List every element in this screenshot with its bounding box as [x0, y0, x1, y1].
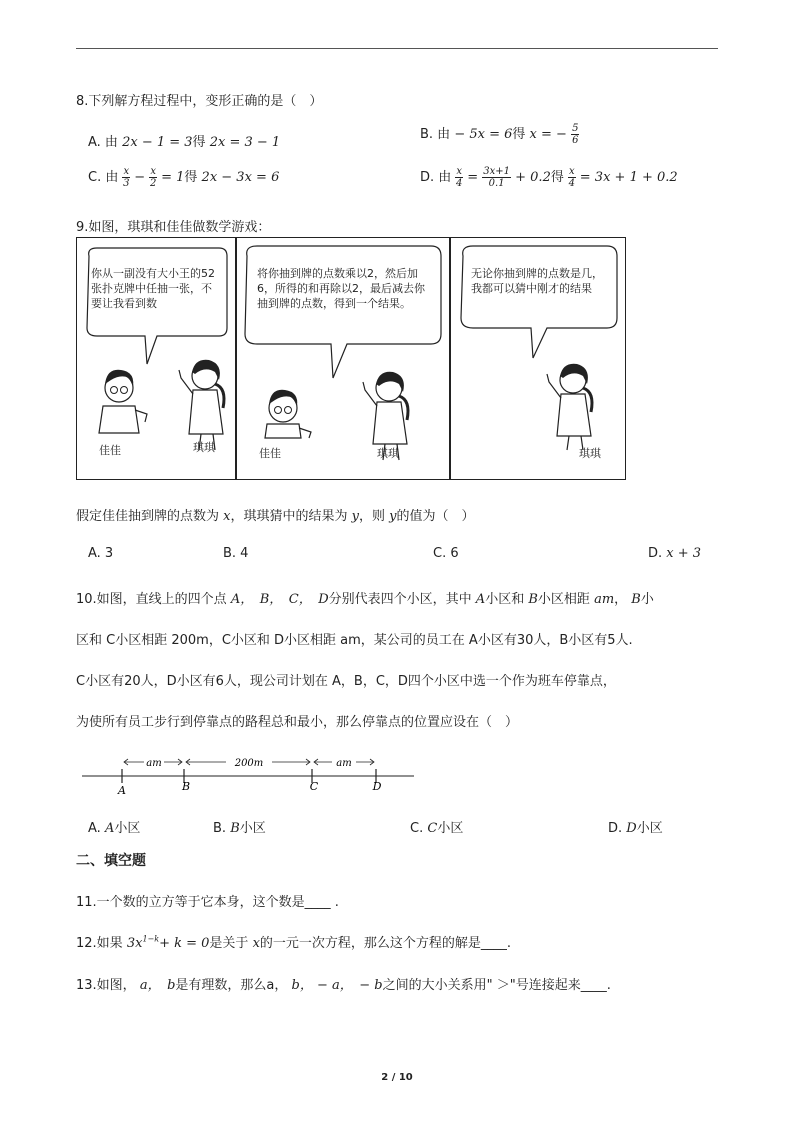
q8-b-label: B. 由 — [420, 127, 451, 142]
comic-panel-3 — [450, 237, 626, 480]
segment-cd-label: am — [336, 758, 352, 769]
q12-x: x — [252, 936, 260, 951]
q12-math: 3x — [126, 936, 143, 951]
q10-opt-c-point: C — [427, 821, 438, 836]
q12-exponent: 1−k — [142, 934, 160, 944]
q10-opt-b-label: B. — [213, 821, 227, 836]
label-jiajia-2: 佳佳 — [259, 447, 281, 460]
q10-line1-comma: ， — [614, 592, 628, 607]
q8-d-eq1: = — [467, 170, 479, 185]
comic-panel-2 — [236, 237, 450, 480]
q8-d-frac1-num: x — [456, 166, 463, 177]
q10-line1-am: am — [594, 592, 615, 607]
question-12 — [76, 932, 511, 951]
q8-d-frac2-num: 3x+1 — [483, 166, 510, 177]
q8-a-math1: 2x − 1 = 3 — [122, 135, 193, 150]
q10-option-b — [213, 817, 266, 836]
q10-line-1 — [76, 588, 654, 607]
q12-pre: 12.如果 — [76, 936, 123, 951]
q10-option-c — [410, 817, 463, 836]
segment-bc-label: 200m — [234, 758, 264, 769]
q8-option-b — [420, 123, 579, 146]
q13-post: 之间的大小关系用" ＞"号连接起来____. — [382, 978, 611, 993]
question-9-stem: 9.如图，琪琪和佳佳做数学游戏： — [76, 220, 271, 235]
comic-strip — [76, 237, 626, 480]
label-qiqi-1: 琪琪 — [193, 441, 215, 454]
q8-d-fraction1 — [455, 166, 463, 189]
q8-c-fraction2 — [149, 166, 157, 189]
page-number: 2 / 10 — [381, 1072, 413, 1083]
q9-option-a: A. 3 — [88, 546, 114, 561]
q8-c-label: C. 由 — [88, 170, 119, 185]
q10-opt-a-label: A. — [88, 821, 101, 836]
q10-opt-c-label: C. — [410, 821, 424, 836]
q8-c-frac2-num: x — [150, 166, 156, 177]
q8-c-frac1-num: x — [123, 166, 130, 177]
q10-line-2: 区和 C小区相距 200m，C小区和 D小区相距 am，某公司的员工在 A小区有30人，B小区有5人. — [76, 633, 633, 648]
q13-pre: 13.如图， — [76, 978, 136, 993]
q10-option-d — [608, 817, 663, 836]
question-13 — [76, 974, 611, 993]
point-c-label: C — [309, 780, 319, 793]
q8-option-c — [88, 166, 279, 189]
q10-line1-b: B — [528, 592, 538, 607]
q10-line-3: C小区有20人，D小区有6人，现公司计划在 A，B，C，D四个小区中选一个作为班车停靠点， — [76, 674, 616, 689]
label-jiajia-1: 佳佳 — [99, 444, 121, 457]
q8-d-frac2-den: 0.1 — [488, 178, 505, 189]
number-line-diagram — [76, 750, 416, 800]
q8-a-de: 得 — [192, 135, 206, 150]
q8-c-eq: = 1 — [161, 170, 185, 185]
q8-d-frac3-num: x — [569, 166, 575, 177]
q8-c-math2: 2x − 3x = 6 — [201, 170, 280, 185]
comic-panel-1 — [76, 237, 236, 480]
q10-option-a — [88, 817, 140, 836]
q8-c-de: 得 — [184, 170, 198, 185]
q9-option-d — [648, 546, 701, 561]
q9-option-c: C. 6 — [433, 546, 459, 561]
q10-line1-end: 小 — [640, 592, 654, 607]
q8-d-de: 得 — [550, 170, 564, 185]
section-title-fill-in: 二、填空题 — [76, 853, 146, 869]
q9-question-y: y — [351, 509, 360, 524]
q9-opt-d-math: x + 3 — [666, 546, 702, 561]
q9-question-mid: ，琪琪猜中的结果为 — [230, 509, 348, 524]
q9-question-x: x — [223, 509, 231, 524]
q10-line1-mid2: 小区和 — [485, 592, 525, 607]
q10-line-4: 为使所有员工步行到停靠点的路程总和最小，那么停靠点的位置应设在（ ） — [76, 715, 519, 730]
qiqi-figure-3 — [451, 238, 625, 479]
q9-question-mid2: ，则 — [359, 509, 386, 524]
question-8-stem: 8.下列解方程过程中，变形正确的是（ ） — [76, 94, 323, 109]
q8-d-fraction3 — [568, 166, 576, 189]
q9-question — [76, 505, 475, 524]
q13-ab: a， b — [139, 978, 176, 993]
q13-neg: − a， − b — [316, 978, 383, 993]
q9-option-b: B. 4 — [223, 546, 249, 561]
header-rule — [76, 48, 718, 49]
bubble-2-text: 将你抽到牌的点数乘以2，然后加6，所得的和再除以2，最后减去你抽到牌的点数，得到一个结果。 — [257, 267, 425, 310]
point-b-label: B — [181, 780, 191, 793]
q12-math2: + k = 0 — [159, 936, 210, 951]
q8-b-frac-den: 6 — [572, 135, 579, 146]
q9-question-post: 的值为（ ） — [396, 509, 475, 524]
q8-b-math2: x = − — [529, 127, 567, 142]
q8-d-plus: + 0.2 — [515, 170, 551, 185]
question-11: 11.一个数的立方等于它本身，这个数是____ . — [76, 895, 339, 910]
q10-opt-b-text: 小区 — [239, 821, 266, 836]
q9-opt-d-label: D. — [648, 546, 663, 561]
q8-b-fraction — [571, 123, 579, 146]
q10-line1-b2: B — [631, 592, 641, 607]
q8-a-label: A. 由 — [88, 135, 118, 150]
q8-d-frac1-den: 4 — [456, 178, 463, 189]
q10-line1-mid3: 小区相距 — [537, 592, 590, 607]
label-qiqi-3: 琪琪 — [579, 447, 601, 460]
bubble-3-text: 无论你抽到牌的点数是几，我都可以猜中刚才的结果 — [471, 267, 603, 295]
point-d-label: D — [372, 780, 382, 793]
q8-b-math1: − 5x = 6 — [454, 127, 513, 142]
q10-opt-a-text: 小区 — [114, 821, 141, 836]
q13-b: b， — [291, 978, 313, 993]
q10-line1-pre: 10.如图，直线上的四个点 — [76, 592, 227, 607]
q10-opt-d-point: D — [626, 821, 637, 836]
q8-d-eq2: = 3x + 1 + 0.2 — [579, 170, 678, 185]
q9-question-y2: y — [389, 509, 397, 524]
q8-c-frac2-den: 2 — [149, 178, 157, 189]
label-qiqi-2: 琪琪 — [377, 447, 399, 460]
point-a-label: A — [118, 784, 126, 797]
qiqi-figure-2 — [237, 238, 449, 479]
segment-ab-label: am — [146, 758, 162, 769]
q8-a-math2: 2x = 3 − 1 — [209, 135, 281, 150]
q10-opt-b-point: B — [230, 821, 240, 836]
q12-mid: 是关于 — [209, 936, 249, 951]
q8-c-frac1-den: 3 — [123, 178, 130, 189]
q8-d-label: D. 由 — [420, 170, 452, 185]
q10-opt-d-text: 小区 — [636, 821, 663, 836]
q10-opt-a-point: A — [104, 821, 115, 836]
q8-d-frac3-den: 4 — [568, 178, 575, 189]
q10-opt-d-label: D. — [608, 821, 623, 836]
q8-option-d — [420, 166, 678, 189]
q8-c-minus: − — [134, 170, 146, 185]
q8-b-frac-num: 5 — [572, 123, 579, 134]
q12-post: 的一元一次方程，那么这个方程的解是____. — [259, 936, 512, 951]
q13-mid: 是有理数，那么a， — [175, 978, 288, 993]
bubble-1-text: 你从一副没有大小王的52张扑克牌中任抽一张，不要让我看到数 — [91, 267, 215, 310]
q10-opt-c-text: 小区 — [437, 821, 464, 836]
q10-line1-a: A — [475, 592, 486, 607]
q9-question-pre: 假定佳佳抽到牌的点数为 — [76, 509, 220, 524]
q8-c-fraction1 — [122, 166, 130, 189]
q10-line1-points: A， B， C， D — [230, 592, 329, 607]
q8-option-a — [88, 131, 280, 150]
q8-b-de: 得 — [512, 127, 526, 142]
q10-line1-mid: 分别代表四个小区，其中 — [328, 592, 472, 607]
q8-d-fraction2 — [482, 166, 511, 189]
